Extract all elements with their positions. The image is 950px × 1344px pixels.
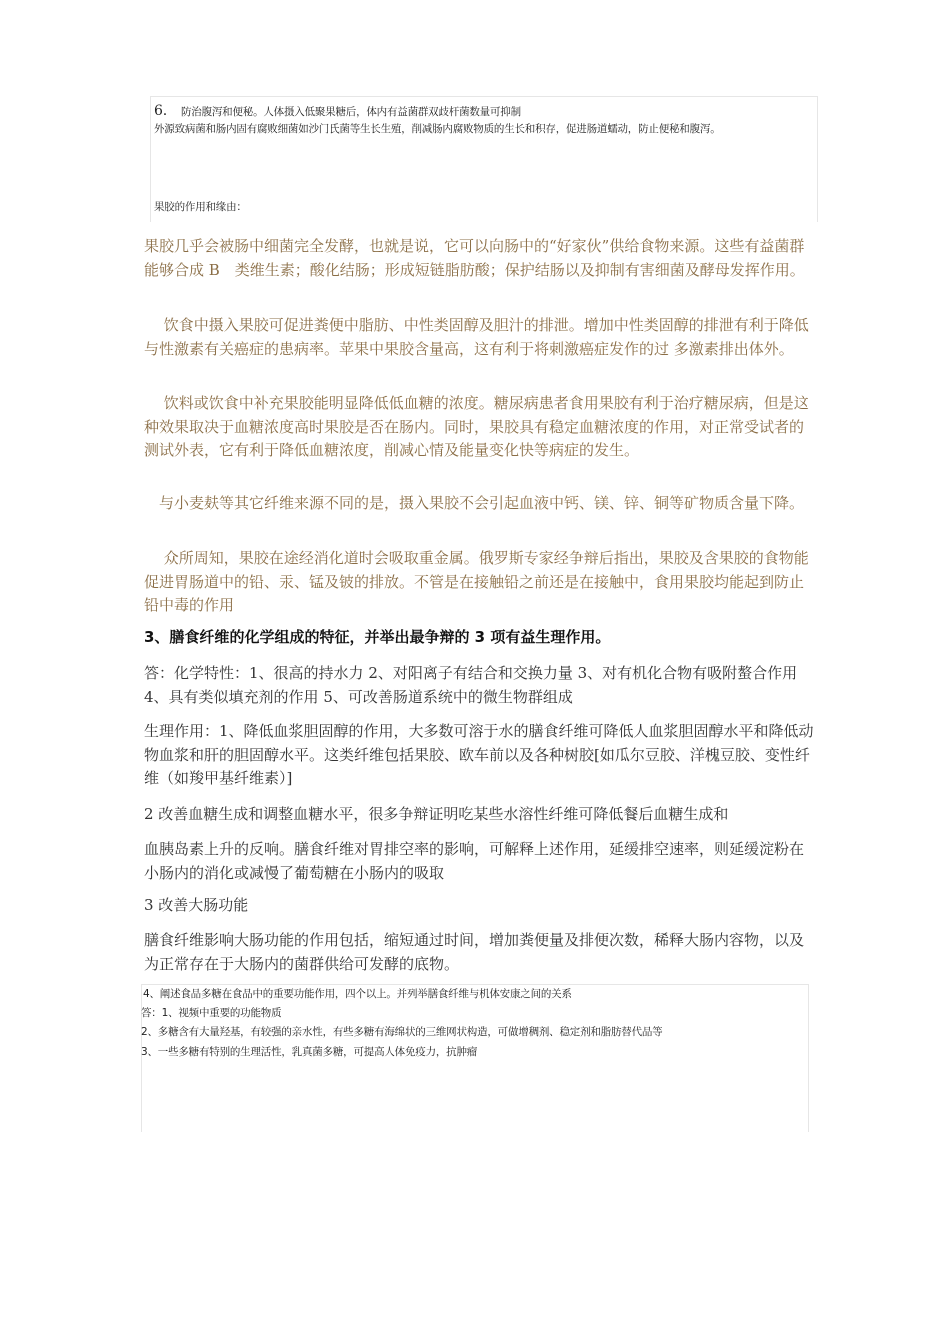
answer-physiological-1: 生理作用：1、降低血浆胆固醇的作用，大多数可溶于水的膳食纤维可降低人血浆胆固醇水平和降低动物血浆和肝的胆固醇水平。这类纤维包括果胶、欧车前以及各种树胶[如瓜尔豆胶、洋槐豆胶、变性纤维（如羧甲基纤维素）] bbox=[144, 722, 814, 787]
box2-line1: 4、阐述食品多糖在食品中的重要功能作用，四个以上。并列举膳食纤维与机体安康之间的关系 bbox=[143, 988, 572, 1000]
paragraph-pectin-4: 与小麦麸等其它纤维来源不同的是，摄入果胶不会引起血液中钙、镁、锌、铜等矿物质含量下降。 bbox=[144, 494, 805, 512]
box2-line4: 3、一些多糖有特别的生理活性，乳真菌多糖，可提高人体免疫力，抗肿瘤 bbox=[141, 1046, 478, 1058]
box1-line3: 果胶的作用和缘由： bbox=[154, 201, 247, 213]
box1-line1-text: 防治腹泻和便秘。人体摄入低聚果糖后，体内有益菌群双歧杆菌数量可抑制 bbox=[180, 106, 521, 118]
question-3-heading: 3、膳食纤维的化学组成的特征，并举出最争辩的 3 项有益生理作用。 bbox=[144, 628, 611, 646]
paragraph-pectin-3: 饮料或饮食中补充果胶能明显降低低血糖的浓度。糖尿病患者食用果胶有利于治疗糖尿病，但是这种效果取决于血糖浓度高时果胶是否在肠内。同时，果胶具有稳定血糖浓度的作用，对正常受试者的测试外表，它有利于降低血糖浓度，削减心情及能量变化快等病症的发生。 bbox=[144, 394, 809, 459]
answer-physiological-3-detail: 膳食纤维影响大肠功能的作用包括，缩短通过时间，增加粪便量及排便次数，稀释大肠内容物，以及为正常存在于大肠内的菌群供给可发酵的底物。 bbox=[144, 931, 805, 973]
paragraph-pectin-5: 众所周知，果胶在途经消化道时会吸取重金属。俄罗斯专家经争辩后指出，果胶及含果胶的食物能促进胃肠道中的铅、汞、锰及铍的排放。不管是在接触铅之前还是在接触中，食用果胶均能起到防止铅中毒的作用 bbox=[144, 549, 809, 614]
answer-physiological-2-cont: 血胰岛素上升的反响。膳食纤维对胃排空率的影响，可解释上述作用，延缓排空速率，则延缓淀粉在小肠内的消化或减慢了葡萄糖在小肠内的吸取 bbox=[144, 840, 805, 882]
paragraph-pectin-2: 饮食中摄入果胶可促进粪便中脂肪、中性类固醇及胆汁的排泄。增加中性类固醇的排泄有利于降低与性激素有关癌症的患病率。苹果中果胶含量高，这有利于将刺激癌症发作的过 多激素排出体外。 bbox=[144, 316, 809, 358]
box1-line2: 外源致病菌和肠内固有腐败细菌如沙门氏菌等生长生殖，削减肠内腐败物质的生长和积存，促进肠道蠕动，防止便秘和腹泻。 bbox=[154, 123, 721, 135]
box2-line3: 2、多糖含有大量羟基，有较强的亲水性，有些多糖有海绵状的三维网状构造，可做增稠剂、稳定剂和脂肪替代品等 bbox=[141, 1026, 663, 1038]
paragraph-pectin-1: 果胶几乎会被肠中细菌完全发酵，也就是说，它可以向肠中的“好家伙”供给食物来源。这些有益菌群能够合成 B 类维生素；酸化结肠；形成短链脂肪酸；保护结肠以及抑制有害细菌及酵母发挥作用。 bbox=[144, 237, 805, 279]
box1-line1 bbox=[154, 104, 521, 119]
answer-physiological-2: 2 改善血糖生成和调整血糖水平，很多争辩证明吃某些水溶性纤维可降低餐后血糖生成和 bbox=[144, 805, 729, 823]
box2-line2: 答：1、视频中重要的功能物质 bbox=[141, 1007, 282, 1019]
answer-physiological-3: 3 改善大肠功能 bbox=[144, 896, 249, 914]
item-number: 6. bbox=[154, 103, 167, 119]
answer-chemical-properties: 答：化学特性：1、很高的持水力 2、对阳离子有结合和交换力量 3、对有机化合物有吸附螯合作用 4、具有类似填充剂的作用 5、可改善肠道系统中的微生物群组成 bbox=[144, 664, 798, 706]
